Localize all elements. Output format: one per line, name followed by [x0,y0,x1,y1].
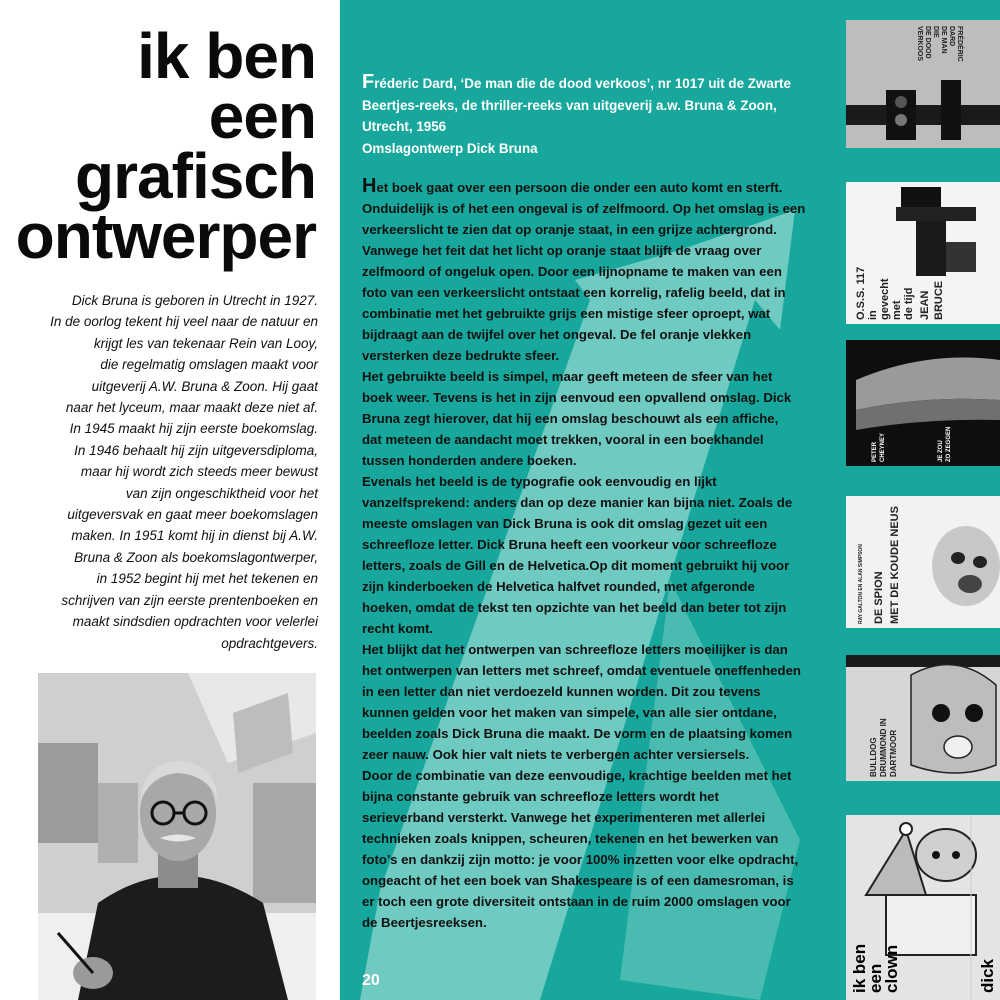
cover-text: JEAN [919,290,931,320]
title-line: ontwerper [15,200,316,272]
body-line: boek weer. Tevens is het in zijn eenvoud een opvallend omslag. Dick [362,390,792,405]
cover-text: DE SPION [873,571,885,624]
title-line: grafisch [75,140,316,212]
body-line-text: et boek gaat over een persoon die onder een auto komt en sterft. [376,180,783,195]
bio-line: van zijn ongeschiktheid voor het [125,485,318,501]
body-line: Onduidelijk is of het een ongeval is of zelfmoord. Op het omslag is een [362,201,806,216]
body-line: vanzelfsprekend: anders dan op deze manier kan bijna niet. Zoals de [362,495,793,510]
caption-line: Omslagontwerp Dick Bruna [362,140,538,156]
cover-text: VERKOOS [916,26,923,62]
cover-text: DARD [948,26,955,47]
body-line: hoeken, omdat de tekst ten opzichte van het beeld dan beter tot zijn [362,600,787,615]
article-column [340,0,840,1000]
body-line: kunnen gelden voor het maken van simpele, van alle sier ontdane, [362,705,777,720]
cover-text: gevecht [879,278,891,320]
bio-line: uitgeverij A.W. Bruna & Zoon. Hij gaat [91,378,318,394]
bio-line: maar hij wordt zich steeds meer bewust [80,464,318,480]
body-line: recht komt. [362,621,434,636]
cover-text: BULLDOG [869,737,878,777]
biography-text [18,290,318,654]
bio-line: die regelmatig omslagen maakt voor [100,357,318,373]
cover-thumbnail-bulldog-drummond [846,655,1000,781]
body-line: serieverband versterkt. Vanwege het experimenteren met allerlei [362,810,766,825]
cover-text: JE ZOU [938,440,944,462]
cover-text: PETER [872,441,878,462]
body-line: bijna constante gebruik van schreefloze letters wordt het [362,789,719,804]
caption-line: Beertjes-reeks, de thriller-reeks van uitgeverij a.w. Bruna & Zoon, [362,97,777,113]
clown-title [852,944,900,993]
body-line: er toch een grote diversiteit ontstaan in de ruim 2000 omslagen voor [362,894,791,909]
bio-line: In de oorlog tekent hij veel naar de natuur en [50,314,318,330]
portrait-photo [38,673,316,1000]
bio-line: maken. In 1951 komt hij in dienst bij A.W. [71,528,318,544]
title-line: ik ben [137,20,316,92]
cover-text: CHEYNEY [880,432,886,462]
bio-line: schrijven van zijn eerste prentenboeken en [61,592,318,608]
body-line: Door de combinatie van deze eenvoudige, krachtige beelden met het [362,768,792,783]
body-line: Evenals het beeld is de typografie ook eenvoudig en lijkt [362,474,717,489]
cover-thumbnail-clown [846,815,1000,1000]
cover-text: BRUCE [933,280,945,320]
cover-text: DE MAN [940,26,947,54]
cover-text: in [867,310,879,320]
body-dropcap: H [362,175,377,197]
body-line: beelden zoals Dick Bruna die maakt. De vorm en de plaatsing komen [362,726,793,741]
body-line: letters, zoals de Gill en de Helvetica.Op dit moment gebruikt hij voor [362,558,790,573]
bio-line: In 1945 maakt hij zijn eerste boekomslag. [69,421,318,437]
page-title [15,20,316,272]
cover-text: DE DOOD [924,26,931,59]
body-line: technieken zoals knippen, scheuren, tekenen en het bewerken van [362,831,779,846]
body-line: zijn kinderboeken de Helvetica halfvet rounded, met afgeronde [362,579,755,594]
cover-text: RAY GALTON EN ALAN SIMPSON [858,544,864,624]
body-line: zeer nauw. Ook hier valt niets te verbergen achter versiersels. [362,747,750,762]
cover-text: DRUMMOND IN [879,718,888,777]
bio-line: naar het lyceum, maar maakt deze niet af. [65,400,318,416]
bio-line: uitgeversvak en gaat meer boekomslagen [67,507,318,523]
bio-line: In 1946 behaalt hij zijn uitgeversdiploma, [74,442,318,458]
body-line: ongeacht of het een boek van Shakespeare is of een damesroman, is [362,873,794,888]
cover-caption [362,72,832,159]
caption-line: Utrecht, 1956 [362,119,447,135]
caption-line-text: réderic Dard, ‘De man die de dood verkoos’, nr 1017 uit de Zwarte [374,76,791,91]
cover-text: MET DE KOUDE NEUS [889,506,901,624]
body-line: de Beertjesreeksen. [362,915,487,930]
clown-title-line: ik ben [850,943,869,993]
body-line [362,176,838,198]
body-line: schreefloze letter. Dick Bruna heeft een voorkeur voor schreefloze [362,537,777,552]
body-line: bijdraagt aan de twijfel over het ongeval. De fel oranje vlekken [362,327,752,342]
clown-author: dick [978,958,997,993]
body-line: in een letter dan niet verdoezeld kunnen worden. Dit zou tevens [362,684,761,699]
bio-line: in 1952 begint hij met het tekenen en [96,571,318,587]
body-line: Het gebruikte beeld is simpel, maar geeft meteen de sfeer van het [362,369,773,384]
cover-thumbnail-traffic-light [846,20,1000,148]
body-line: versterken deze bedrukte sfeer. [362,348,560,363]
cover-thumbnail-oss-117 [846,182,1000,324]
cover-text: met [891,300,903,320]
body-line: verkeerslicht te zien dat op oranje staat, in een grijze achtergrond. [362,222,777,237]
caption-dropcap: F [362,71,375,93]
bio-line: krijgt les van tekenaar Rein van Looy, [93,335,318,351]
body-line: combinatie met het gebruikte grijs een mistige sfeer oproept, wat [362,306,771,321]
clown-title-line: clown [882,944,901,993]
cover-thumbnail-peter-cheyney [846,340,1000,466]
body-line: Vanwege het feit dat het licht op oranje staat blijft de vraag over [362,243,762,258]
cover-text: DARTMOOR [889,729,898,777]
cover-text: ZO ZEGGEN [946,426,952,462]
body-line: meeste omslagen van Dick Bruna is ook dit omslag gezet uit een [362,516,768,531]
body-line: Het blijkt dat het ontwerpen van schreefloze letters moeilijker is dan [362,642,788,657]
body-line: foto’s en dankzij zijn motto: je voor 100% inzetten voor elke opdracht, [362,852,799,867]
article-body [362,176,838,933]
cover-text: FRÉDÉRIC [956,26,963,62]
title-line: een [208,80,316,152]
body-line: Bruna zegt hierover, dat hij een omslag beschouwt als een affiche, [362,411,779,426]
bio-line: Bruna & Zoon als boekomslagontwerper, [74,549,318,565]
cover-text: DIE [932,26,939,38]
bio-line: maakt sindsdien opdrachten voor velerlei [72,614,318,630]
cover-text: de tijd [903,287,915,320]
clown-title-line: een [866,963,885,993]
cover-thumbnail-de-spion [846,496,1000,628]
left-column [0,0,340,1000]
page-number: 20 [362,972,380,989]
body-line: het ontwerpen van letters met schreef, omdat eventuele oneffenheden [362,663,801,678]
bio-line: Dick Bruna is geboren in Utrecht in 1927. [71,293,318,308]
body-line: zelfmoord of ongeluk open. Door een lijnopname te maken van een [362,264,782,279]
body-line: foto van een verkeerslicht ontstaat een korrelig, rafelig beeld, dat in [362,285,786,300]
caption-line [362,72,832,95]
bio-line: opdrachtgevers. [221,635,318,651]
body-line: dat meteen de aandacht moet trekken, vooral in een boekhandel [362,432,764,447]
portrait-illustration [38,673,316,1000]
cover-text: O.S.S. 117 [855,266,867,320]
cover-strip [840,0,1000,1000]
body-line: tussen honderden andere boeken. [362,453,577,468]
